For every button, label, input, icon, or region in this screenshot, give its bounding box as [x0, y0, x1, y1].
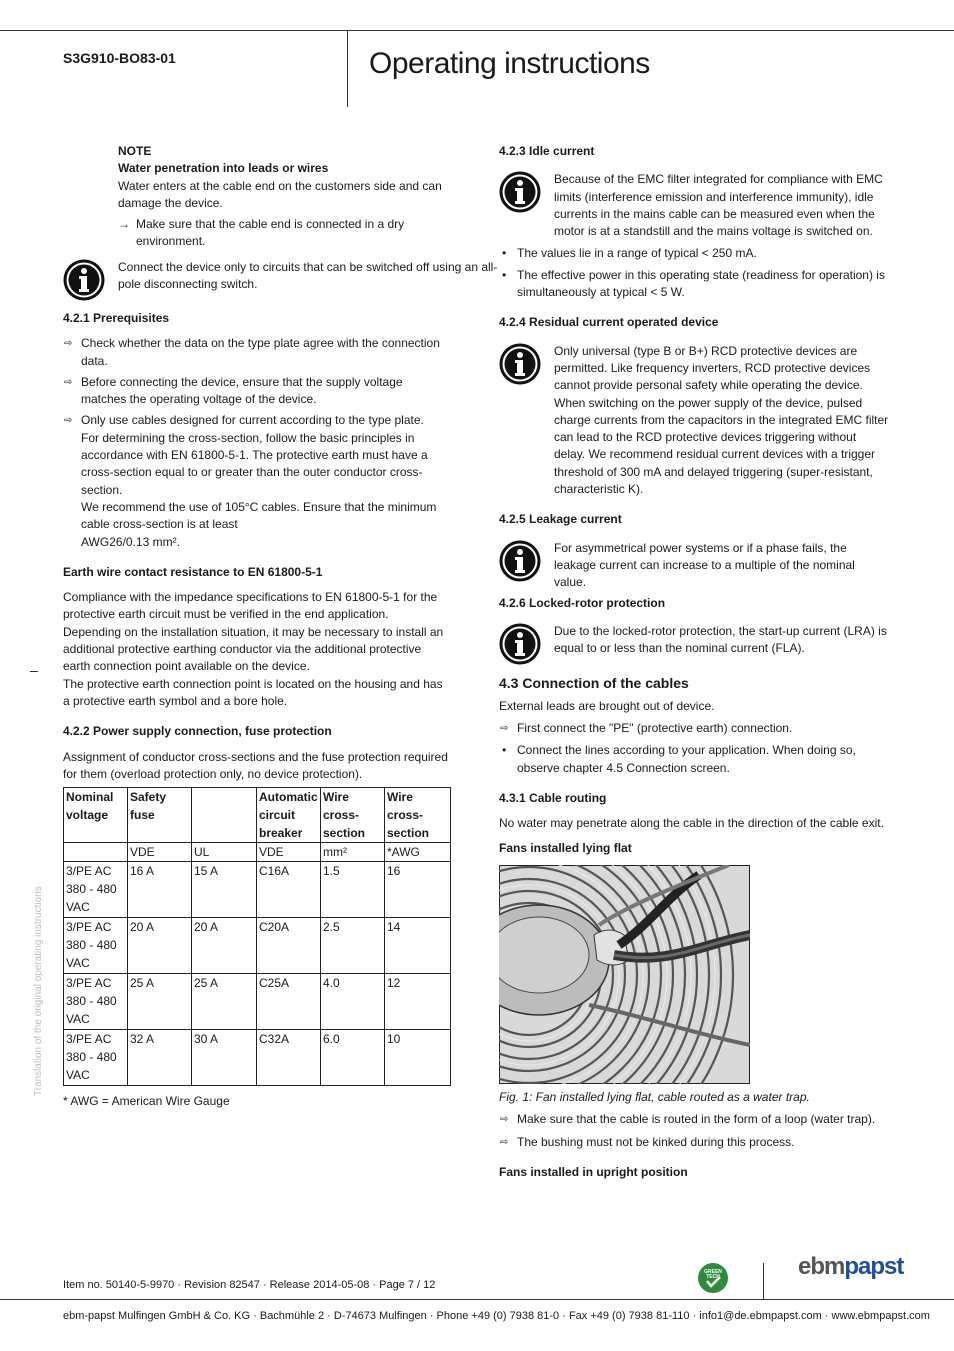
info-icon [499, 343, 541, 385]
figure-block [499, 1089, 899, 1181]
prereq-item-text: Check whether the data on the type plate agree with the connection data. [81, 336, 440, 368]
table-cell: 16 [385, 862, 451, 918]
badge-text-1: GREEN [704, 1269, 722, 1275]
table-cell: 16 A [128, 862, 192, 918]
table-unit-row [64, 843, 451, 862]
idle-heading: 4.2.3 Idle current [499, 144, 595, 158]
logo-part-ebm: ebm [798, 1253, 845, 1280]
fan-cable-illustration [499, 865, 750, 1084]
table-cell: 1.5 [321, 862, 385, 918]
table-header-cell: Wire cross-section [321, 788, 385, 843]
table-cell: 25 A [192, 974, 257, 1030]
note-bullet-text: Make sure that the cable end is connected in a dry environment. [136, 217, 405, 249]
footer-company-info: ebm-papst Mulfingen GmbH & Co. KG · Bachmühle 2 · D-74673 Mulfingen · Phone +49 (0) 7938 81-0 · Fax +49 (0) 7938 81-110 · info1@de.ebmpapst.com · www.ebmpapst.com [63, 1310, 930, 1322]
conn-heading: 4.3 Connection of the cables [499, 674, 689, 691]
table-cell [64, 843, 128, 862]
bullet-dot-icon: • [502, 267, 507, 282]
table-cell: mm² [321, 843, 385, 862]
note-label: NOTE [118, 144, 152, 158]
table-cell: C20A [257, 918, 321, 974]
table-cell: 14 [385, 918, 451, 974]
badge-text-2: TECH [706, 1274, 720, 1280]
prereq-item-text: For determining the cross-section, follow the basic principles in accordance with EN 61800-5-1. The protective earth must have a cross-section equal to or greater than the outer conductor cross-section. [81, 430, 428, 497]
arrow-bullet-icon: ⇨ [500, 1114, 509, 1126]
table-cell: C25A [257, 974, 321, 1030]
table-cell: UL [192, 843, 257, 862]
table-cell: VDE [128, 843, 192, 862]
rcd-heading: 4.2.4 Residual current operated device [499, 315, 719, 330]
conn-text: External leads are brought out of device. [499, 698, 715, 713]
table-header-row [64, 788, 451, 843]
routing-item-text: The bushing must not be kinked during this process. [517, 1134, 795, 1149]
info-leakage [499, 540, 889, 592]
routing-item-text: Make sure that the cable is routed in the form of a loop (water trap). [517, 1112, 876, 1127]
footer-rule [0, 1299, 954, 1300]
footer-item-info: Item no. 50140-5-9970 · Revision 82547 · Release 2014-05-08 · Page 7 / 12 [63, 1279, 436, 1291]
table-cell: 30 A [192, 1030, 257, 1086]
power-text: Assignment of conductor cross-sections and the fuse protection required for them (overload protection only, no device protection). [63, 749, 448, 781]
conn-item-text: Connect the lines according to your application. When doing so, observe chapter 4.5 Connection screen. [517, 743, 856, 775]
bullet-dot-icon: • [502, 743, 507, 758]
table-cell: 20 A [128, 918, 192, 974]
routing-heading: 4.3.1 Cable routing [499, 791, 607, 806]
table-cell: 3/PE AC 380 - 480 VAC [64, 974, 128, 1030]
conn-item [499, 742, 889, 777]
header-divider [347, 30, 348, 107]
table-row [64, 974, 451, 1030]
side-note: Translation of the original operating instructions [33, 886, 44, 1096]
info-leakage-text: For asymmetrical power systems or if a phase fails, the leakage current can increase to a multiple of the nominal value. [554, 540, 855, 590]
prereq-item [63, 374, 451, 409]
table-header-cell: Automatic circuit breaker [257, 788, 321, 843]
table-row [64, 1030, 451, 1086]
table-cell: 3/PE AC 380 - 480 VAC [64, 1030, 128, 1086]
table-cell: 4.0 [321, 974, 385, 1030]
note-bullet [118, 216, 448, 251]
info-allpole-text: Connect the device only to circuits that can be switched off using an all-pole disconnecting switch. [118, 260, 498, 292]
prereq-section [63, 310, 451, 783]
info-idle [499, 171, 889, 240]
conn-item [499, 720, 889, 737]
info-icon [499, 171, 541, 213]
table-cell: 12 [385, 974, 451, 1030]
ebmpapst-logo [798, 1253, 904, 1280]
info-locked [499, 623, 889, 667]
locked-heading: 4.2.6 Locked-rotor protection [499, 595, 666, 610]
routing-item [499, 1111, 899, 1128]
logo-part-papst: papst [844, 1253, 904, 1280]
info-icon [63, 259, 105, 301]
arrow-bullet-icon: ⇨ [64, 376, 73, 388]
power-heading: 4.2.2 Power supply connection, fuse protection [63, 724, 332, 739]
bullet-dot-icon: • [502, 246, 507, 261]
lying-heading: Fans installed lying flat [499, 840, 632, 855]
model-number: S3G910-BO83-01 [63, 50, 176, 66]
note-heading: Water penetration into leads or wires [118, 161, 329, 176]
table-cell: 25 A [128, 974, 192, 1030]
arrow-bullet-icon: ⇨ [64, 415, 73, 427]
table-row [64, 918, 451, 974]
note-block [118, 143, 448, 251]
table-cell: VDE [257, 843, 321, 862]
table-header-cell: Nominal voltage [64, 788, 128, 843]
table-header-cell [192, 788, 257, 843]
table-cell: *AWG [385, 843, 451, 862]
table-cell: C16A [257, 862, 321, 918]
prereq-item [63, 412, 451, 550]
table-cell: 6.0 [321, 1030, 385, 1086]
prereq-item-text: Before connecting the device, ensure that the supply voltage matches the operating voltage of the device. [81, 374, 403, 407]
idle-item-text: The effective power in this operating state (readiness for operation) is simultaneously at typical < 5 W. [517, 267, 885, 300]
info-rcd [499, 343, 889, 499]
routing-text: No water may penetrate along the cable in the direction of the cable exit. [499, 816, 884, 831]
table-cell: 20 A [192, 918, 257, 974]
table-cell: 15 A [192, 862, 257, 918]
idle-item [499, 245, 889, 262]
info-icon [499, 623, 541, 665]
prereq-item-text: We recommend the use of 105°C cables. Ensure that the minimum cable cross-section is at least [81, 499, 437, 532]
idle-item-text: The values lie in a range of typical < 250 mA. [517, 246, 757, 261]
leakage-heading: 4.2.5 Leakage current [499, 512, 622, 527]
table-row [64, 862, 451, 918]
info-idle-text: Because of the EMC filter integrated for compliance with EMC limits (interference emission and interference immunity), idle currents in the mains cable can be measured even when the motor is at a standstill and the mains voltage is switched on. [554, 172, 883, 239]
right-column [499, 143, 889, 857]
routing-item [499, 1134, 899, 1151]
info-locked-text: Due to the locked-rotor protection, the start-up current (LRA) is equal to or less than the nominal current (FLA). [554, 623, 887, 656]
table-header-cell: Safety fuse [128, 788, 192, 843]
arrow-bullet-icon: ⇨ [500, 1136, 509, 1148]
table-cell: 2.5 [321, 918, 385, 974]
info-icon [499, 540, 541, 582]
earth-line: The protective earth connection point is located on the housing and has a protective earth symbol and a bore hole. [63, 676, 443, 708]
page-title: Operating instructions [369, 47, 650, 80]
header-top-rule [0, 30, 954, 31]
info-rcd-text: Only universal (type B or B+) RCD protective devices are permitted. Like frequency inverters, RCD protective devices cannot provide personal safety while operating the device. When switching on the power supply of the device, pulsed charge currents from the capacitors in the integrated EMC filter can lead to the RCD protective devices triggering without delay. We recommend residual current devices with a trigger threshold of 300 mA and delayed triggering (super-resistant, characteristic K). [554, 343, 889, 497]
fuse-table [63, 787, 451, 1086]
figure-caption: Fig. 1: Fan installed lying flat, cable routed as a water trap. [499, 1090, 810, 1104]
arrow-icon: → [118, 217, 130, 232]
table-cell: 3/PE AC 380 - 480 VAC [64, 918, 128, 974]
table-cell: 32 A [128, 1030, 192, 1086]
greentech-badge-icon [697, 1262, 729, 1294]
table-footnote: * AWG = American Wire Gauge [63, 1094, 230, 1108]
footer-divider [763, 1263, 764, 1299]
note-text: Water enters at the cable end on the customers side and can damage the device. [118, 178, 442, 210]
prereq-item [63, 335, 451, 370]
prereq-item-text: Only use cables designed for current according to the type plate. [81, 413, 424, 428]
upright-heading: Fans installed in upright position [499, 1164, 688, 1179]
margin-mark [30, 671, 38, 672]
prereq-heading: 4.2.1 Prerequisites [63, 311, 170, 325]
table-cell: 10 [385, 1030, 451, 1086]
earth-heading: Earth wire contact resistance to EN 61800-5-1 [63, 564, 323, 579]
table-cell: 3/PE AC 380 - 480 VAC [64, 862, 128, 918]
table-cell: C32A [257, 1030, 321, 1086]
earth-line: Compliance with the impedance specifications to EN 61800-5-1 for the protective earth circuit must be verified in the end application. [63, 590, 438, 622]
prereq-item-text: AWG26/0.13 mm². [81, 534, 180, 549]
arrow-bullet-icon: ⇨ [500, 723, 509, 735]
table-header-cell: Wire cross-section [385, 788, 451, 843]
earth-line: Depending on the installation situation, it may be necessary to install an additional protective earthing conductor via the additional protective earth connection point available on the device. [63, 624, 444, 674]
info-allpole [63, 259, 503, 303]
arrow-bullet-icon: ⇨ [64, 338, 73, 350]
idle-item [499, 267, 889, 302]
conn-item-text: First connect the "PE" (protective earth) connection. [517, 721, 793, 736]
